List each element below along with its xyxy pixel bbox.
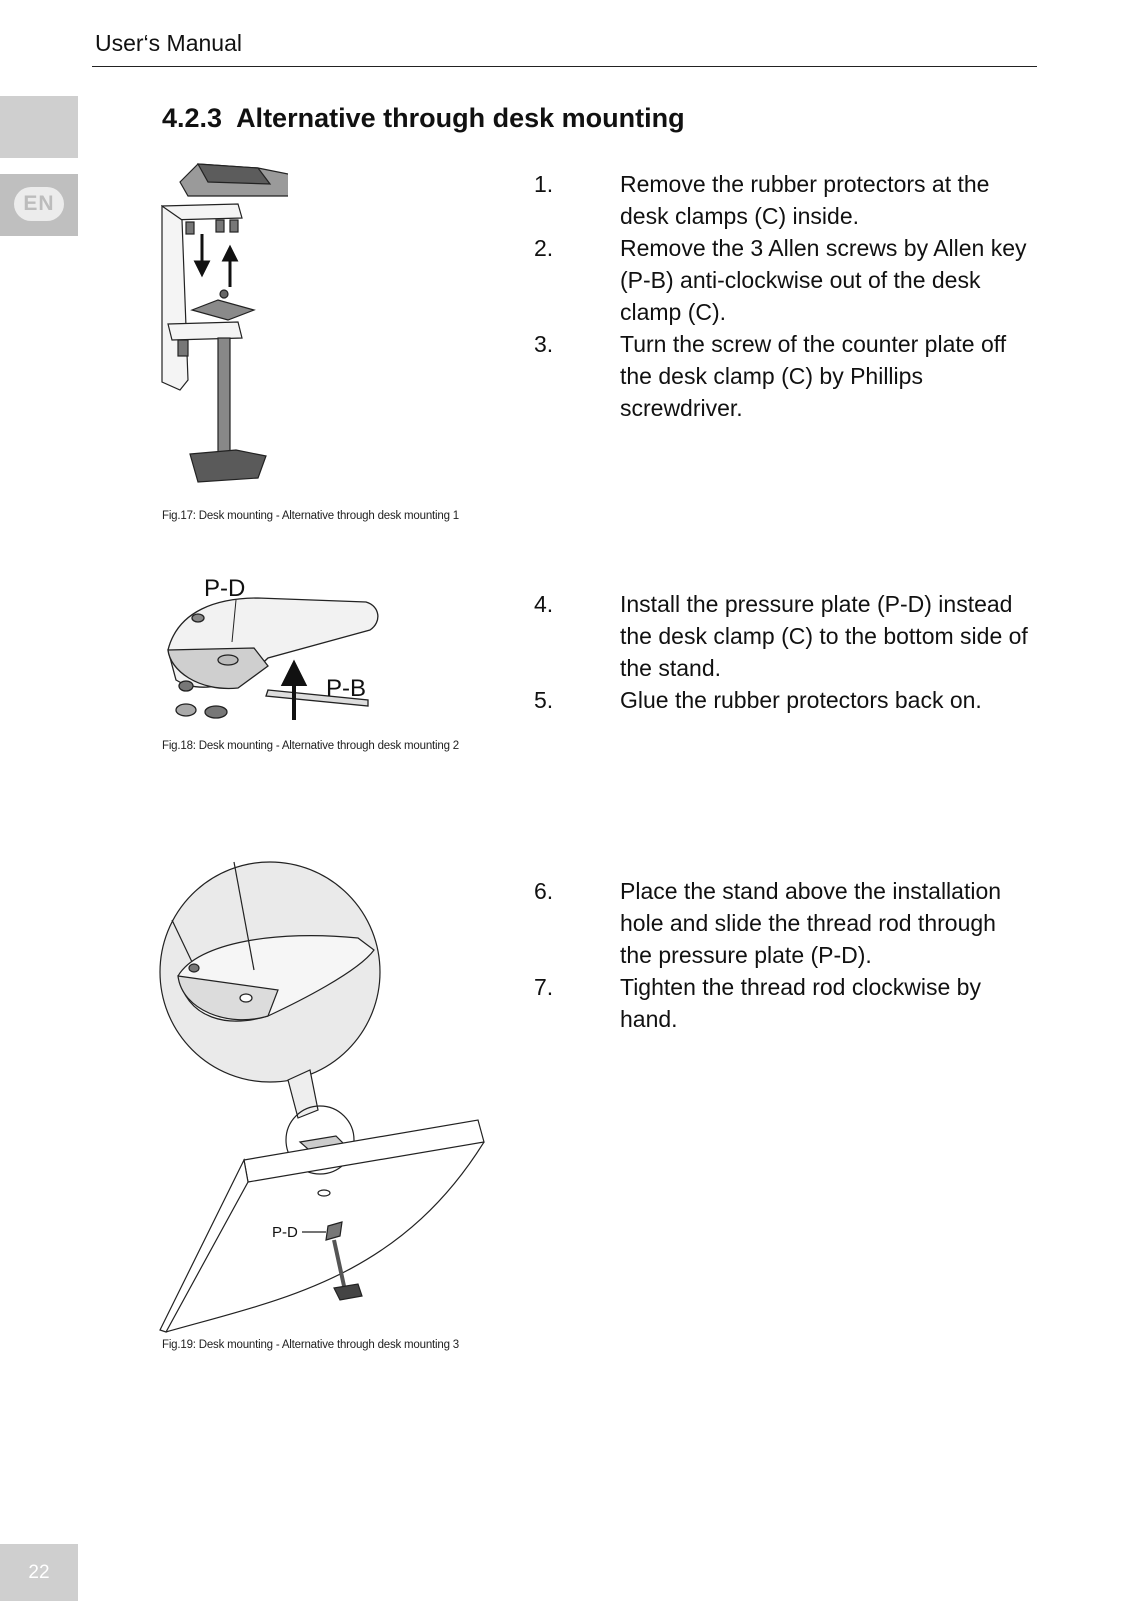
section-title: Alternative through desk mounting — [236, 103, 685, 133]
figure-17-illustration — [158, 162, 288, 494]
language-badge: EN — [14, 187, 64, 221]
step-number: 6. — [534, 878, 554, 904]
figure-18-label-pd: P-D — [204, 575, 246, 602]
figure-18-label-pb: P-B — [326, 675, 367, 702]
step-text: Remove the 3 Allen screws by Allen key (P-B) anti-clockwise out of the desk clamp (C). — [620, 235, 1027, 325]
step-text: Remove the rubber protectors at the desk clamps (C) inside. — [620, 171, 990, 229]
step-item — [534, 232, 1034, 328]
figure-18-illustration — [158, 570, 388, 735]
step-item — [534, 328, 1034, 424]
page-number: 22 — [0, 1544, 78, 1601]
section-heading — [162, 103, 685, 134]
figure-18-caption: Fig.18: Desk mounting - Alternative through desk mounting 2 — [162, 740, 459, 752]
figure-19-label-pd: P-D — [272, 1224, 298, 1241]
header-title: User‘s Manual — [95, 30, 242, 56]
step-number: 4. — [534, 591, 554, 617]
steps-list-1 — [534, 168, 1034, 424]
step-number: 5. — [534, 687, 554, 713]
section-number: 4.2.3 — [162, 103, 223, 133]
steps-list-3 — [534, 875, 1034, 1035]
figure-19-caption: Fig.19: Desk mounting - Alternative through desk mounting 3 — [162, 1339, 459, 1351]
step-number: 3. — [534, 331, 554, 357]
figure-17-caption: Fig.17: Desk mounting - Alternative through desk mounting 1 — [162, 510, 459, 522]
figure-19-illustration — [158, 860, 498, 1350]
header-rule — [92, 66, 1037, 67]
step-text: Tighten the thread rod clockwise by hand. — [620, 974, 981, 1032]
step-item — [534, 875, 1034, 971]
step-number: 2. — [534, 235, 554, 261]
step-text: Glue the rubber protectors back on. — [620, 687, 982, 713]
step-number: 7. — [534, 974, 554, 1000]
step-text: Turn the screw of the counter plate off the desk clamp (C) by Phillips screwdriver. — [620, 331, 1007, 421]
step-number: 1. — [534, 171, 554, 197]
step-item — [534, 684, 1034, 716]
step-text: Place the stand above the installation hole and slide the thread rod through the pressure plate (P-D). — [620, 878, 1002, 968]
step-item — [534, 168, 1034, 232]
steps-list-2 — [534, 588, 1034, 716]
step-item — [534, 971, 1034, 1035]
step-item — [534, 588, 1034, 684]
side-tab-top — [0, 96, 78, 158]
language-tab[interactable] — [0, 174, 78, 236]
step-text: Install the pressure plate (P-D) instead the desk clamp (C) to the bottom side of the stand. — [620, 591, 1028, 681]
